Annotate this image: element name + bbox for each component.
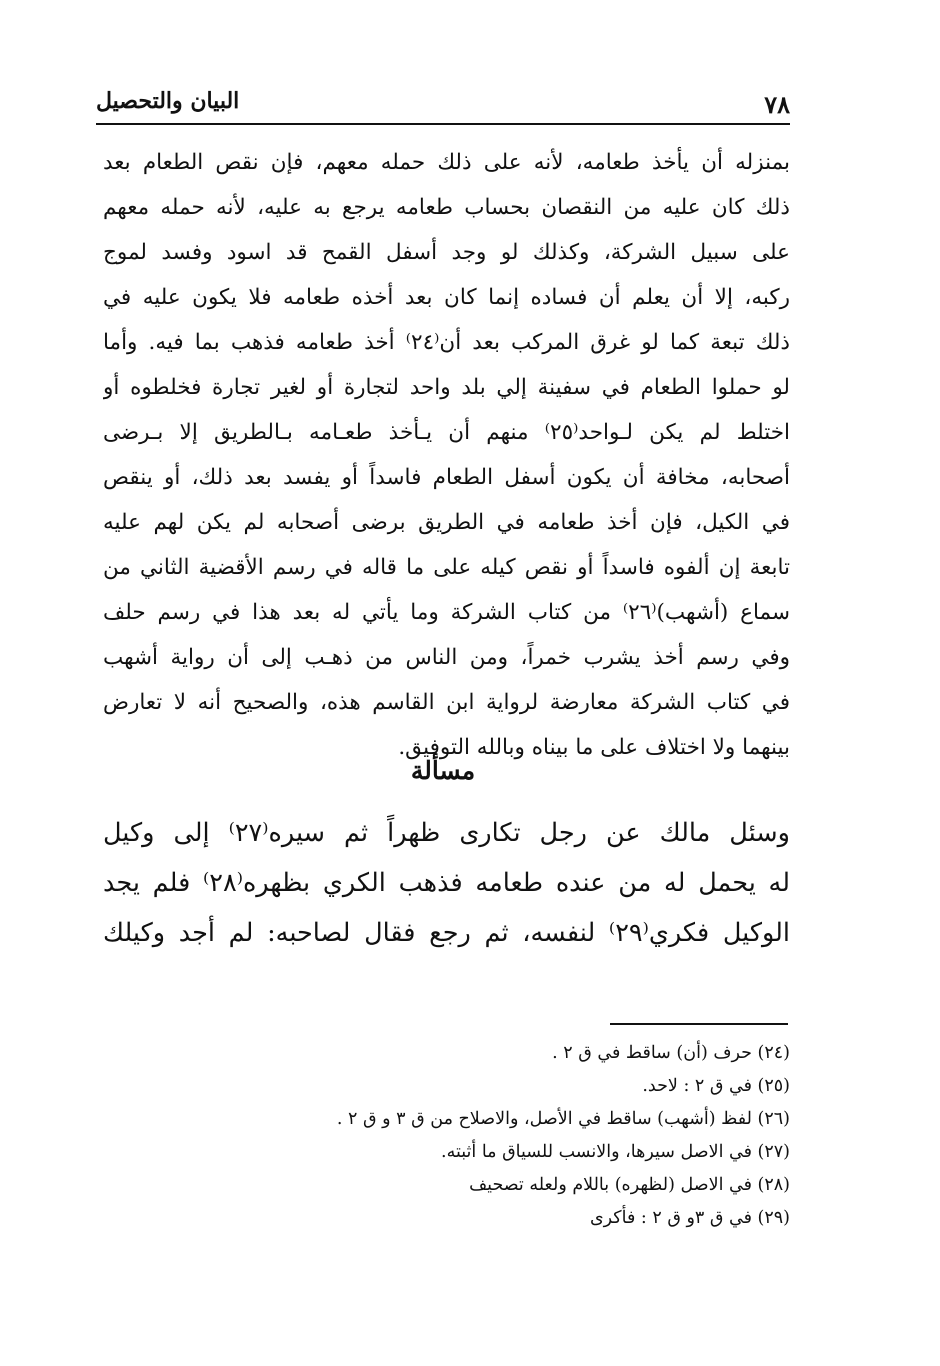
text-line: على سبيل الشركة، وكذلك لو وجد أسفل القمح قد اسود وفسد لموج xyxy=(103,240,790,265)
text-line: وفي رسم أخذ يشرب خمراً، ومن الناس من ذهـب إلى أن رواية أشهب xyxy=(103,645,790,670)
text-line: اختلط لم يكن لـواحد⁽٢٥⁾ منهم أن يـأخذ طعـامه بـالطريق إلا بـرضى xyxy=(103,420,790,445)
footnote: (٢٩) في ق ٣و ق ٢ : فأكرى xyxy=(589,1208,790,1228)
question-paragraph xyxy=(103,808,790,958)
text-line: تابعة إن ألفوه فاسداً أو نقص كيله على ما قاله في رسم الأقضية الثاني من xyxy=(103,555,790,580)
footnote: (٢٤) حرف (أن) ساقط في ق ٢ . xyxy=(552,1043,790,1063)
text-line: سماع (أشهب)⁽٢٦⁾ من كتاب الشركة وما يأتي له بعد هذا في رسم حلف xyxy=(103,600,790,625)
page-header xyxy=(96,82,790,122)
text-line: في الكيل، فإن أخذ طعامه في الطريق برضى أصحابه لم يكن لهم عليه xyxy=(103,510,790,535)
page-number: ٧٨ xyxy=(764,90,790,119)
footnote: (٢٦) لفظ (أشهب) ساقط في الأصل، والاصلاح من ق ٣ و ق ٢ . xyxy=(336,1109,790,1129)
text-line: ذلك تبعة كما لو غرق المركب بعد أن⁽٢٤⁾ أخذ طعامه فذهب بما فيه. وأما xyxy=(103,330,790,355)
footnote: (٢٧) في الاصل سيرها، والانسب للسياق ما أثبته. xyxy=(441,1142,790,1162)
section-title: مسألة xyxy=(410,756,476,785)
text-line: ذلك كان عليه من النقصان بحساب طعامه يرجع به عليه، لأنه حمله معهم xyxy=(103,195,790,220)
footnote: (٢٨) في الاصل (لظهره) باللام ولعله تصحيف xyxy=(469,1175,790,1195)
text-line: بمنزله أن يأخذ طعامه، لأنه على ذلك حمله معهم، فإن نقص الطعام بعد xyxy=(103,150,790,175)
question-line: الوكيل فكري⁽٢٩⁾ لنفسه، ثم رجع فقال لصاحبه: لم أجد وكيلك xyxy=(103,918,790,948)
text-line: لو حملوا الطعام في سفينة إلي بلد واحد لتجارة أو لغير تجارة فخلطوه أو xyxy=(103,375,790,400)
text-line: بينهما ولا اختلاف على ما بيناه وبالله التوفيق. xyxy=(398,735,790,760)
running-title: البيان والتحصيل xyxy=(96,88,240,114)
text-line: ركبه، إلا أن يعلم أن فساده إنما كان بعد أخذه طعامه فلا يكون عليه في xyxy=(103,285,790,310)
text-line: أصحابه، مخافة أن يكون أسفل الطعام فاسداً أو يفسد بعد ذلك، أو ينقص xyxy=(103,465,790,490)
question-line: وسئل مالك عن رجل تكارى ظهراً ثم سيره⁽٢٧⁾ إلى وكيل xyxy=(103,818,790,848)
footnote: (٢٥) في ق ٢ : لاحد. xyxy=(642,1076,790,1096)
footnote-separator xyxy=(610,1023,788,1025)
main-paragraph xyxy=(103,140,790,770)
question-line: له يحمل له من عنده طعامه فذهب الكري بظهره⁽٢٨⁾ فلم يجد xyxy=(103,868,790,898)
header-rule xyxy=(96,123,790,125)
text-line: في كتاب الشركة معارضة لرواية ابن القاسم هذه، والصحيح أنه لا تعارض xyxy=(103,690,790,715)
footnotes xyxy=(240,1037,790,1235)
